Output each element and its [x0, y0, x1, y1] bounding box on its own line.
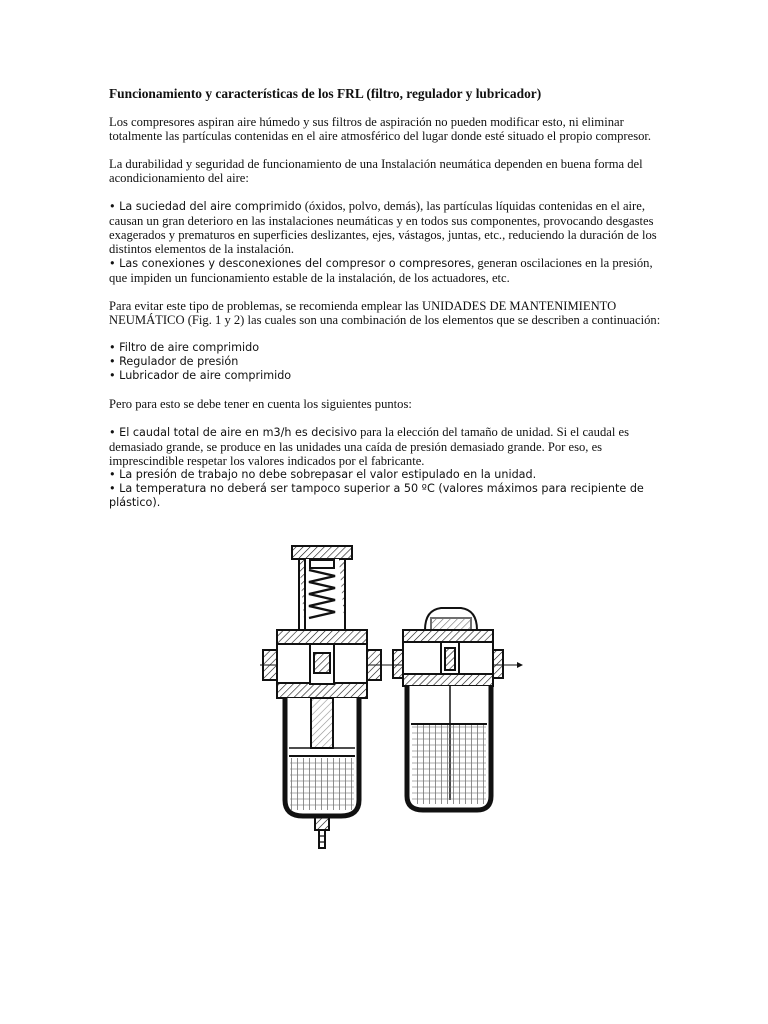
document-title: Funcionamiento y características de los FRL (filtro, regulador y lubricador): [109, 86, 542, 101]
flow-arrow-icon: [517, 662, 523, 668]
dirt-bullet: • La suciedad del aire comprimido (óxidos, polvo, demás), las partículas líquidas contenidas en el aire, causan un gran deterioro en las instalaciones neumáticas y en todos sus componentes, provocando desgastes exagerados y prematuros en superficies deslizantes, ejes, vástagos, juntas, etc., reduciendo la duración de los distintos elementos de la instalación.: [109, 199, 657, 256]
list-item: • Regulador de presión: [109, 355, 239, 368]
list-item: • Filtro de aire comprimido: [109, 341, 260, 354]
frl-unit-cross-section-icon: [255, 538, 525, 856]
maintenance-units-paragraph: Para evitar este tipo de problemas, se recomienda emplear las UNIDADES DE MANTENIMIENTO NEUMÁTICO (Fig. 1 y 2) las cuales son una combinación de los elementos que se describen a continuación:: [109, 299, 661, 327]
elements-list: [109, 341, 661, 383]
lubricator-unit: [393, 608, 503, 810]
regulator-filter-unit: [263, 546, 381, 848]
flow-bullet: • El caudal total de aire en m3/h es decisivo para la elección del tamaño de unidad. Si el caudal es demasiado grande, se produce en las unidades una caída de presión demasiado grande. Por eso, es imprescindible respetar los valores indicados por el fabricante.: [109, 425, 629, 468]
problems-list: [109, 199, 661, 285]
intro-paragraph: Los compresores aspiran aire húmedo y sus filtros de aspiración no pueden modificar esto, ni eliminar totalmente las partículas contenidas en el aire atmosférico del lugar donde esté situado el propio compresor.: [109, 115, 652, 143]
durability-paragraph: La durabilidad y seguridad de funcionamiento de una Instalación neumática dependen en buena forma del acondicionamiento del aire:: [109, 157, 643, 185]
points-list: [109, 425, 661, 510]
connections-bullet: • Las conexiones y desconexiones del compresor o compresores, generan oscilaciones en la presión, que impiden un funcionamiento estable de la instalación, de los actuadores, etc.: [109, 256, 653, 285]
list-item: • Lubricador de aire comprimido: [109, 369, 292, 382]
pressure-bullet: • La presión de trabajo no debe sobrepasar el valor estipulado en la unidad.: [109, 468, 537, 481]
temperature-bullet: • La temperatura no deberá ser tampoco superior a 50 ºC (valores máximos para recipiente de plástico).: [109, 482, 644, 509]
points-intro-paragraph: Pero para esto se debe tener en cuenta los siguientes puntos:: [109, 397, 412, 411]
document-body: [109, 86, 661, 524]
